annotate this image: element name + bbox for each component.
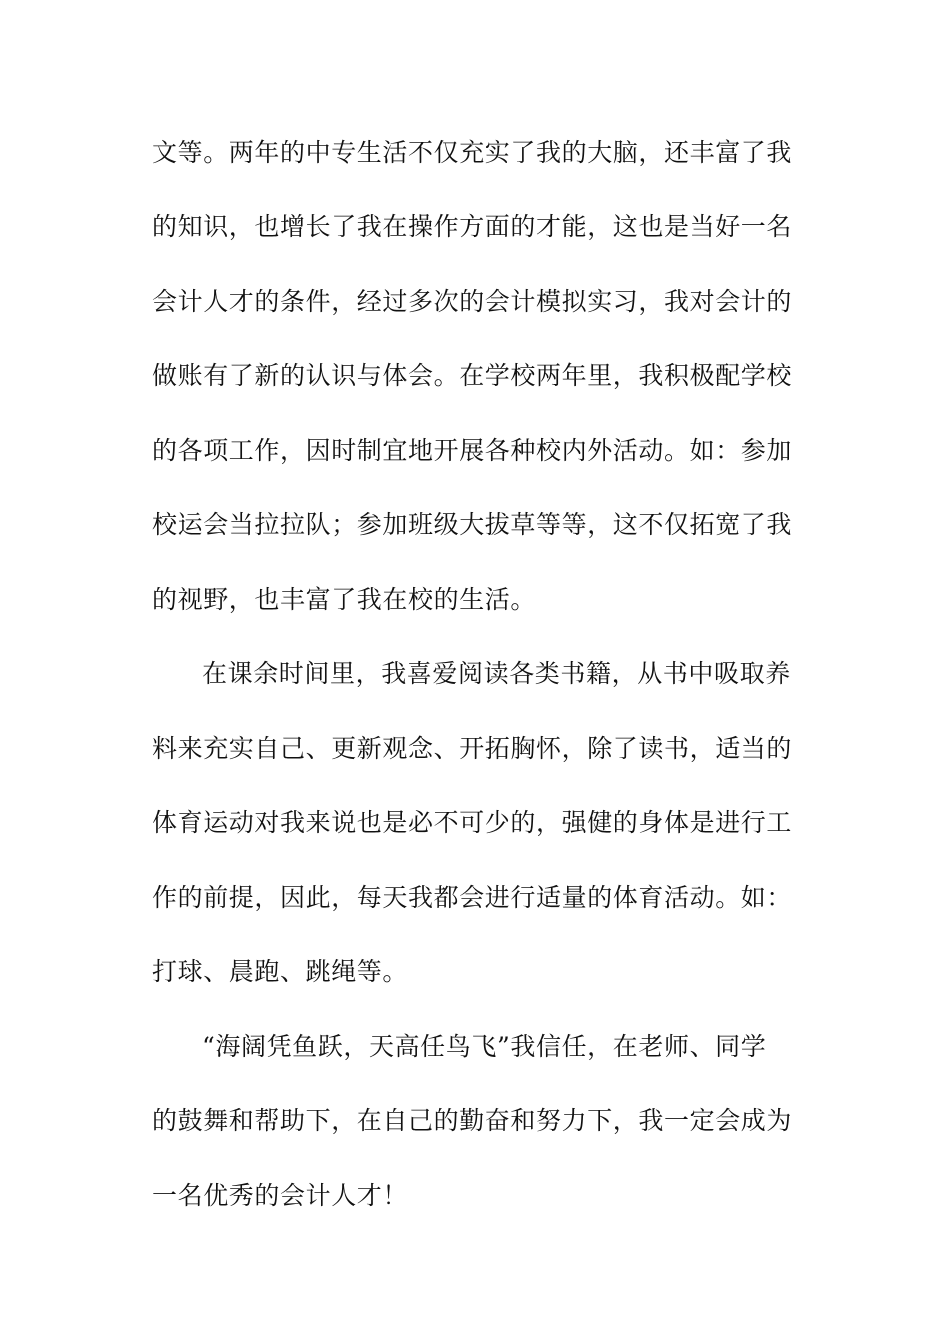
text-line: 料来充实自己、更新观念、开拓胸怀，除了读书，适当的 [152, 734, 793, 763]
text-line: 的视野，也丰富了我在校的生活。 [152, 585, 537, 614]
text-line: 文等。两年的中专生活不仅充实了我的大脑，还丰富了我 [152, 138, 793, 167]
paragraph-start-line: “海阔凭鱼跃，天高任鸟飞”我信任，在老师、同学 [202, 1032, 767, 1061]
text-line: 的各项工作，因时制宜地开展各种校内外活动。如：参加 [152, 436, 793, 465]
text-line: 的鼓舞和帮助下，在自己的勤奋和努力下，我一定会成为 [152, 1106, 793, 1135]
text-line: 作的前提，因此，每天我都会进行适量的体育活动。如： [152, 883, 793, 912]
text-line: 做账有了新的认识与体会。在学校两年里，我积极配学校 [152, 361, 793, 390]
text-line: 一名优秀的会计人才！ [152, 1181, 409, 1210]
paragraph-start-line: 在课余时间里，我喜爱阅读各类书籍，从书中吸取养 [202, 659, 791, 688]
text-line: 体育运动对我来说也是必不可少的，强健的身体是进行工 [152, 808, 793, 837]
text-line: 打球、晨跑、跳绳等。 [152, 957, 409, 986]
text-line: 的知识，也增长了我在操作方面的才能，这也是当好一名 [152, 212, 793, 241]
text-line: 校运会当拉拉队；参加班级大拔草等等，这不仅拓宽了我 [152, 510, 793, 539]
text-line: 会计人才的条件，经过多次的会计模拟实习，我对会计的 [152, 287, 793, 316]
